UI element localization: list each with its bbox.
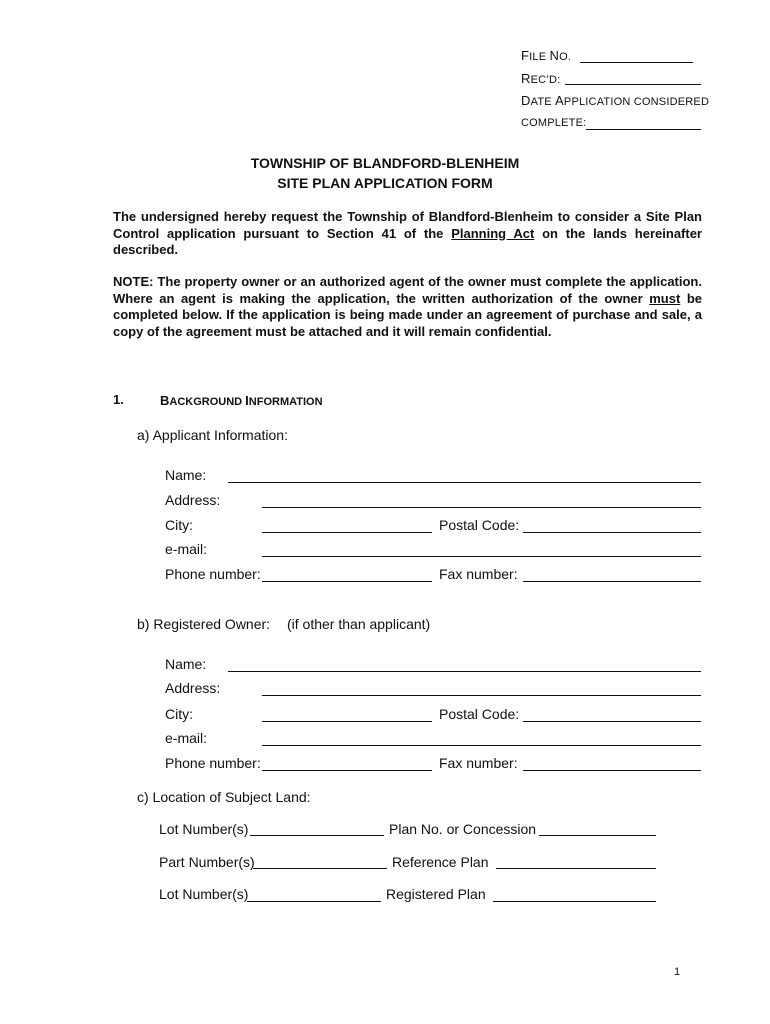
- applicant-address-label: Address:: [165, 492, 221, 508]
- part-number-field[interactable]: [253, 868, 387, 869]
- registered-plan-field[interactable]: [493, 901, 656, 902]
- applicant-phone-label: Phone number:: [165, 566, 261, 582]
- reference-plan-field[interactable]: [496, 868, 656, 869]
- applicant-heading: a) Applicant Information:: [137, 427, 288, 443]
- file-no-label: FILE NO.: [521, 48, 572, 63]
- owner-note: (if other than applicant): [287, 616, 431, 632]
- planning-act-ref: Planning Act: [451, 225, 535, 241]
- lot-number-2-label: Lot Number(s): [159, 886, 249, 902]
- must-emphasis: must: [649, 290, 681, 306]
- owner-city-field[interactable]: [262, 721, 432, 722]
- plan-concession-field[interactable]: [539, 835, 656, 836]
- form-title-line2: SITE PLAN APPLICATION FORM: [277, 175, 493, 191]
- owner-email-field[interactable]: [262, 745, 701, 746]
- owner-city-label: City:: [165, 706, 193, 722]
- applicant-city-field[interactable]: [262, 532, 432, 533]
- applicant-postal-field[interactable]: [523, 532, 701, 533]
- date-considered-label: DATE APPLICATION CONSIDERED: [521, 93, 710, 108]
- date-complete-field[interactable]: [586, 129, 701, 130]
- owner-name-field[interactable]: [228, 671, 701, 672]
- section-1-title: BACKGROUND INFORMATION: [160, 393, 323, 408]
- recd-label: REC’D:: [521, 71, 561, 86]
- applicant-email-field[interactable]: [262, 556, 701, 557]
- applicant-address-field[interactable]: [262, 507, 701, 508]
- section-1-number: 1.: [113, 392, 124, 407]
- lot-number-1-field[interactable]: [250, 835, 384, 836]
- applicant-name-field[interactable]: [228, 482, 701, 483]
- owner-fax-field[interactable]: [523, 770, 701, 771]
- owner-postal-label: Postal Code:: [439, 706, 520, 722]
- intro-paragraph: The undersigned hereby request the Township of Blandford-Blenheim to consider a Site Plan Control application pursuant to Section 41 of the Planning Act on the lands hereinafter described.: [113, 209, 702, 258]
- owner-fax-label: Fax number:: [439, 755, 518, 771]
- file-no-field[interactable]: [580, 62, 693, 63]
- lot-number-2-field[interactable]: [247, 901, 381, 902]
- applicant-email-label: e-mail:: [165, 541, 208, 557]
- complete-label: COMPLETE:: [521, 117, 587, 129]
- recd-field[interactable]: [565, 84, 701, 85]
- owner-heading: b) Registered Owner:: [137, 616, 271, 632]
- owner-postal-field[interactable]: [523, 721, 701, 722]
- registered-plan-label: Registered Plan: [386, 886, 486, 902]
- owner-phone-label: Phone number:: [165, 755, 261, 771]
- owner-address-field[interactable]: [262, 695, 701, 696]
- lot-number-1-label: Lot Number(s): [159, 821, 249, 837]
- applicant-fax-field[interactable]: [523, 581, 701, 582]
- applicant-city-label: City:: [165, 517, 193, 533]
- note-paragraph: NOTE: The property owner or an authorized agent of the owner must complete the application. Where an agent is making the application, the written authorization of the owner must be completed below. If the application is being made under an agreement of purchase and sale, a copy of the agreement must be attached and it will remain confidential.: [113, 274, 702, 339]
- plan-concession-label: Plan No. or Concession: [389, 821, 537, 837]
- form-title-line1: TOWNSHIP OF BLANDFORD-BLENHEIM: [250, 155, 520, 171]
- location-heading: c) Location of Subject Land:: [137, 789, 311, 805]
- applicant-name-label: Name:: [165, 467, 207, 483]
- applicant-postal-label: Postal Code:: [439, 517, 520, 533]
- owner-name-label: Name:: [165, 656, 207, 672]
- page-number: 1: [674, 966, 681, 978]
- applicant-phone-field[interactable]: [262, 581, 432, 582]
- reference-plan-label: Reference Plan: [392, 854, 489, 870]
- owner-email-label: e-mail:: [165, 730, 208, 746]
- applicant-fax-label: Fax number:: [439, 566, 518, 582]
- part-number-label: Part Number(s): [159, 854, 255, 870]
- owner-address-label: Address:: [165, 680, 221, 696]
- owner-phone-field[interactable]: [262, 770, 432, 771]
